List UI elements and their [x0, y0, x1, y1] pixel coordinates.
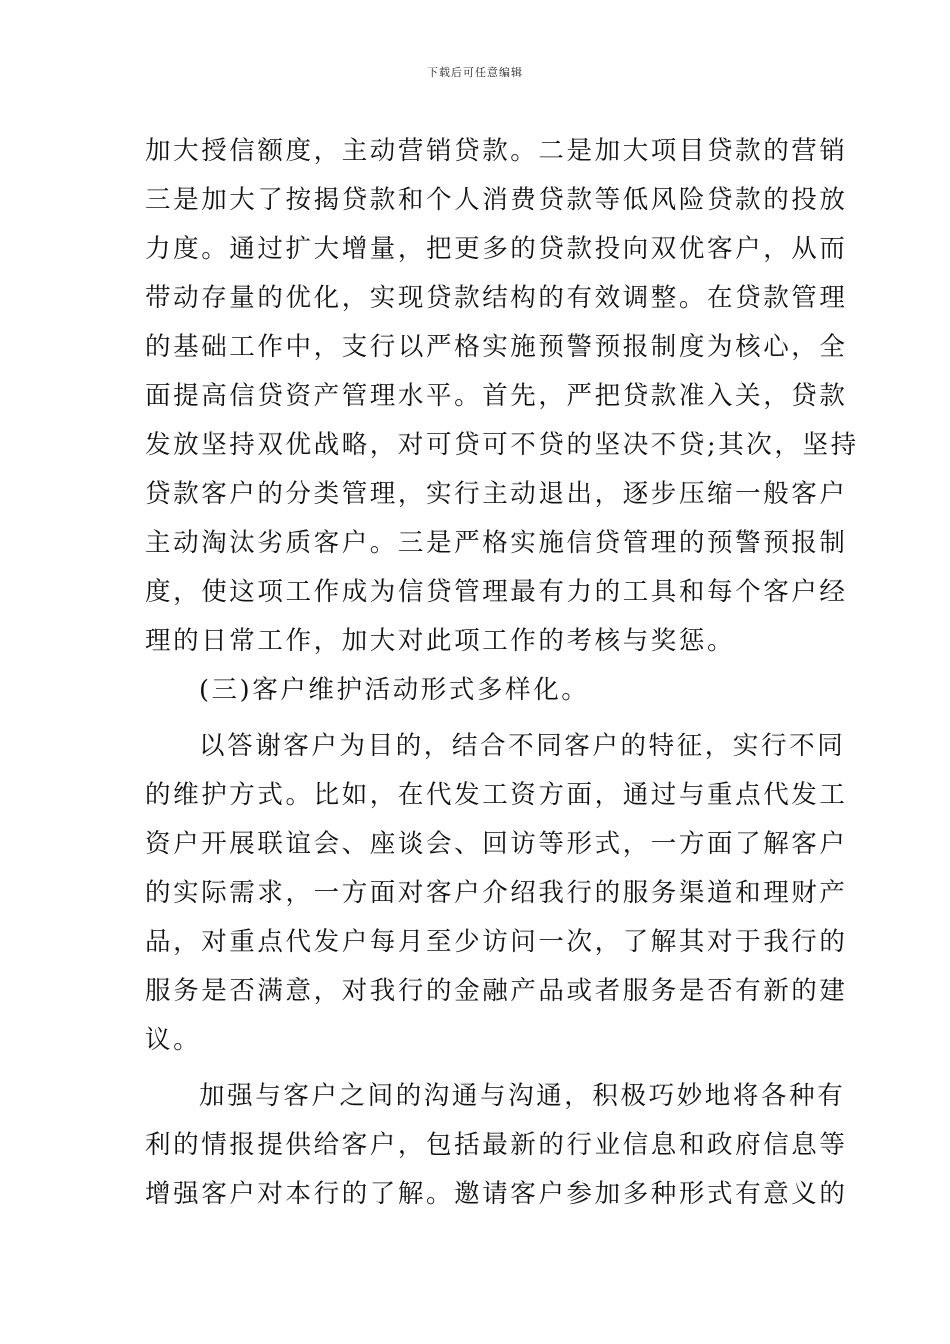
text-line: 资户开展联谊会、座谈会、回访等形式，一方面了解客户 [145, 829, 848, 859]
text-line: 三是加大了按揭贷款和个人消费贷款等低风险贷款的投放 [145, 185, 848, 215]
paragraph-3 [145, 722, 848, 1065]
text-line: 理的日常工作，加大对此项工作的考核与奖惩。 [145, 626, 736, 656]
text-line: 的基础工作中，支行以严格实施预警预报制度为核心，全 [145, 332, 848, 362]
text-line: 度，使这项工作成为信贷管理最有力的工具和每个客户经 [145, 577, 848, 607]
page-header: 下载后可任意编辑 [427, 66, 523, 79]
text-line: 主动淘汰劣质客户。三是严格实施信贷管理的预警预报制 [145, 528, 848, 558]
text-line: 加强与客户之间的沟通与沟通，积极巧妙地将各种有 [199, 1081, 846, 1111]
text-line: 增强客户对本行的了解。邀请客户参加多种形式有意义的 [145, 1179, 848, 1209]
paragraph-1 [145, 127, 859, 666]
paragraph-4 [145, 1072, 848, 1219]
text-line: 品，对重点代发户每月至少访问一次，了解其对于我行的 [145, 927, 848, 957]
text-line: (三)客户维护活动形式多样化。 [199, 675, 590, 705]
text-line: 贷款客户的分类管理，实行主动退出，逐步压缩一般客户 [145, 479, 848, 509]
text-line: 服务是否满意，对我行的金融产品或者服务是否有新的建 [145, 976, 848, 1006]
text-line: 加大授信额度，主动营销贷款。二是加大项目贷款的营销 [145, 136, 848, 166]
text-line: 面提高信贷资产管理水平。首先，严把贷款准入关，贷款 [145, 381, 848, 411]
text-line: 的维护方式。比如，在代发工资方面，通过与重点代发工 [145, 780, 848, 810]
text-line: 议。 [145, 1025, 202, 1055]
document-body [145, 127, 859, 1219]
section-heading [145, 666, 825, 715]
text-line: 利的情报提供给客户，包括最新的行业信息和政府信息等 [145, 1130, 848, 1160]
text-line: 发放坚持双优战略，对可贷可不贷的坚决不贷;其次，坚持 [145, 430, 859, 460]
text-line: 带动存量的优化，实现贷款结构的有效调整。在贷款管理 [145, 283, 848, 313]
text-line: 以答谢客户为目的，结合不同客户的特征，实行不同 [199, 731, 846, 761]
text-line: 的实际需求，一方面对客户介绍我行的服务渠道和理财产 [145, 878, 848, 908]
text-line: 力度。通过扩大增量，把更多的贷款投向双优客户，从而 [145, 234, 848, 264]
